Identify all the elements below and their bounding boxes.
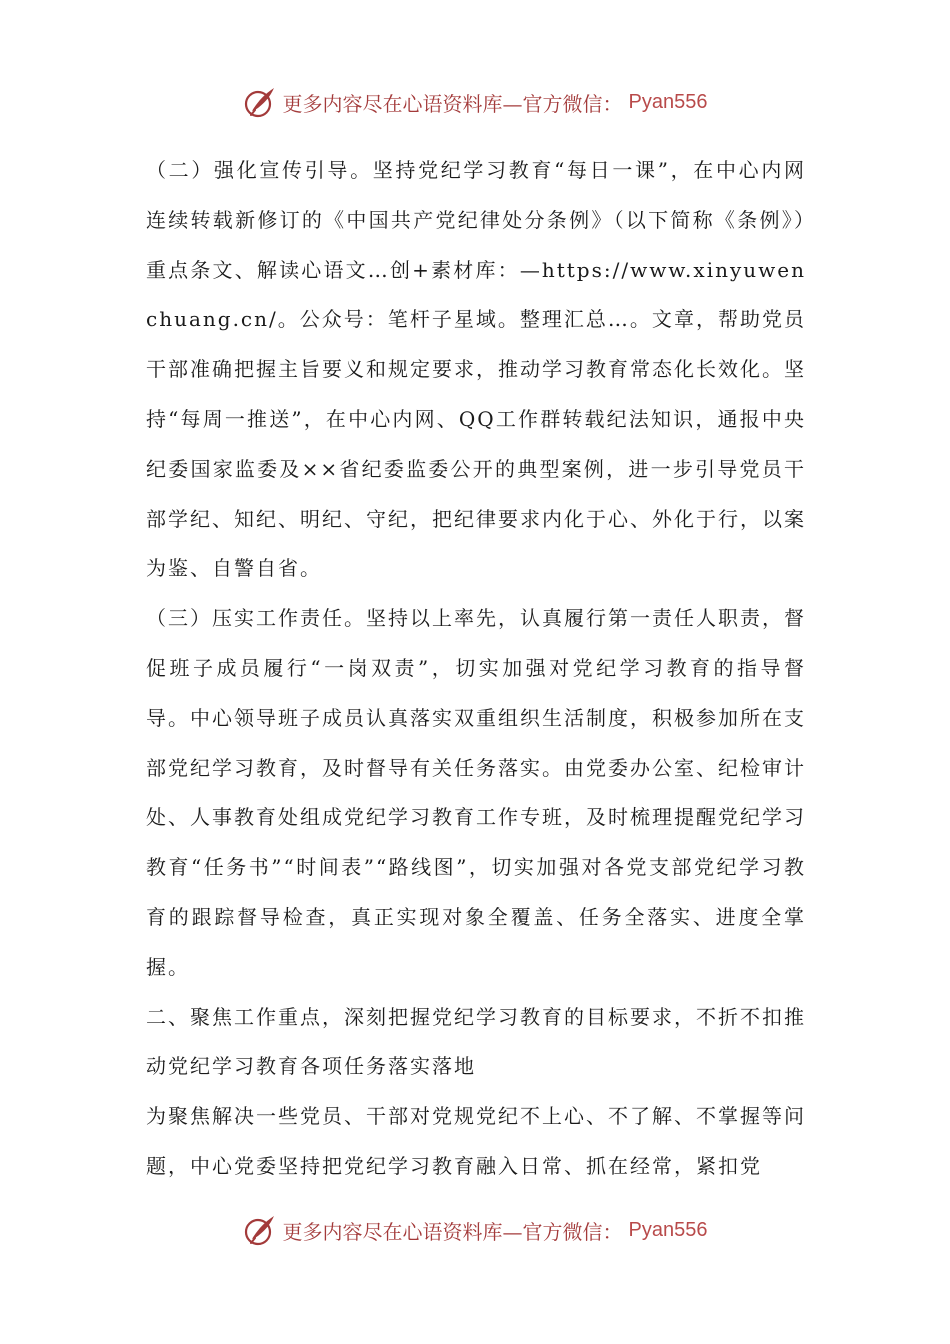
- quill-pen-icon: [243, 1213, 277, 1247]
- banner-wechat-handle: Pyan556: [628, 1218, 708, 1241]
- banner-text: 更多内容尽在心语资料库—官方微信：: [282, 1219, 623, 1244]
- paragraph-work-responsibility: （三）压实工作责任。坚持以上率先，认真履行第一责任人职责，督促班子成员履行“一岗双责”，切实加强对党纪学习教育的指导督导。中心领导班子成员认真落实双重组织生活制度，积极参加所在支部党纪学习教育，及时督导有关任务落实。由党委办公室、纪检审计处、人事教育处组成党纪学习教育工作专班，及时梳理提醒党纪学习教育“任务书”“时间表”“路线图”，切实加强对各党支部党纪学习教育的跟踪督导检查，真正实现对象全覆盖、任务全落实、进度全掌握。: [146, 606, 806, 979]
- document-body: [146, 146, 806, 1192]
- paragraph-focus-problems: 为聚焦解决一些党员、干部对党规党纪不上心、不了解、不掌握等问题，中心党委坚持把党纪学习教育融入日常、抓在经常，紧扣党: [146, 1104, 806, 1178]
- section-heading-two: 二、聚焦工作重点，深刻把握党纪学习教育的目标要求，不折不扣推动党纪学习教育各项任务落实落地: [146, 1004, 806, 1079]
- paragraph-publicity-guidance: （二）强化宣传引导。坚持党纪学习教育“每日一课”，在中心内网连续转载新修订的《中国共产党纪律处分条例》（以下简称《条例》）重点条文、解读心语文…创+素材库：—https://www.xinyuwenchuang.cn/。公众号：笔杆子星域。整理汇总…。文章，帮助党员干部准确把握主旨要义和规定要求，推动学习教育常态化长效化。坚持“每周一推送”，在中心内网、QQ工作群转载纪法知识，通报中央纪委国家监委及××省纪委监委公开的典型案例，进一步引导党员干部学纪、知纪、明纪、守纪，把纪律要求内化于心、外化于行，以案为鉴、自警自省。: [146, 158, 806, 581]
- banner-text: 更多内容尽在心语资料库—官方微信：: [282, 91, 623, 116]
- banner-wechat-handle: Pyan556: [628, 90, 708, 113]
- header-banner: [0, 80, 950, 124]
- footer-banner: [0, 1208, 950, 1252]
- quill-pen-icon: [243, 85, 277, 119]
